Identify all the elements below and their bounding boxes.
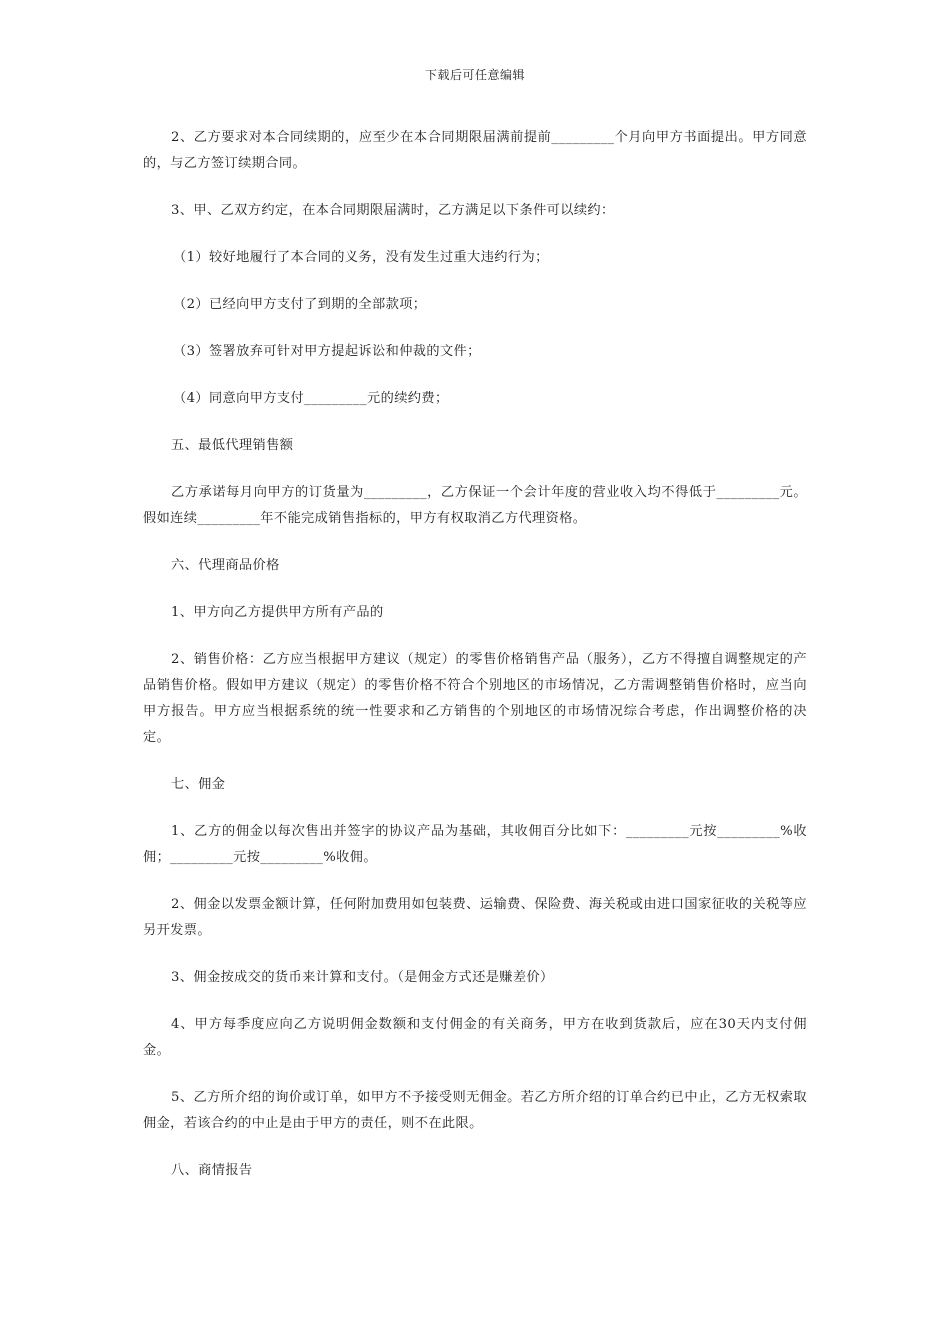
- section-heading-product-price: 六、代理商品价格: [171, 558, 280, 573]
- paragraph-commission-2: 2、佣金以发票金额计算，任何附加费用如包装费、运输费、保险费、海关税或由进口国家征收的关税等应另开发票。: [143, 897, 807, 938]
- paragraph-commission-1: 1、乙方的佣金以每次售出并签字的协议产品为基础，其收佣百分比如下：_________元按_________%收佣；_________元按_________%收佣。: [143, 824, 807, 865]
- paragraph-condition-1: （1）较好地履行了本合同的义务，没有发生过重大违约行为；: [173, 250, 549, 265]
- section-heading-commission: 七、佣金: [171, 777, 226, 792]
- paragraph-commission-5: 5、乙方所介绍的询价或订单，如甲方不予接受则无佣金。若乙方所介绍的订单合约已中止，乙方无权索取佣金，若该合约的中止是由于甲方的责任，则不在此限。: [143, 1090, 807, 1131]
- paragraph-condition-3: （3）签署放弃可针对甲方提起诉讼和仲裁的文件；: [173, 344, 481, 359]
- paragraph-price-1: 1、甲方向乙方提供甲方所有产品的: [171, 605, 384, 620]
- paragraph-price-2: 2、销售价格：乙方应当根据甲方建议（规定）的零售价格销售产品（服务），乙方不得擅自调整规定的产品销售价格。假如甲方建议（规定）的零售价格不符合个别地区的市场情况，乙方需调整销售价格时，应当向甲方报告。甲方应当根据系统的统一性要求和乙方销售的个别地区的市场情况综合考虑，作出调整价格的决定。: [143, 652, 807, 745]
- paragraph-renewal-notice: 2、乙方要求对本合同续期的，应至少在本合同期限届满前提前_________个月向甲方书面提出。甲方同意的，与乙方签订续期合同。: [143, 130, 807, 171]
- paragraph-commission-3: 3、佣金按成交的货币来计算和支付。（是佣金方式还是赚差价）: [171, 970, 554, 985]
- section-heading-minimum-sales: 五、最低代理销售额: [171, 438, 294, 453]
- paragraph-commission-4: 4、甲方每季度应向乙方说明佣金数额和支付佣金的有关商务，甲方在收到货款后，应在30天内支付佣金。: [143, 1017, 807, 1058]
- header-note: 下载后可任意编辑: [424, 68, 525, 82]
- paragraph-condition-2: （2）已经向甲方支付了到期的全部款项；: [173, 297, 427, 312]
- section-heading-business-report: 八、商情报告: [171, 1163, 253, 1178]
- paragraph-minimum-sales: 乙方承诺每月向甲方的订货量为_________，乙方保证一个会计年度的营业收入均不得低于_________元。假如连续_________年不能完成销售指标的，甲方有权取消乙方代理资格。: [143, 485, 807, 526]
- document-body: [143, 125, 807, 1205]
- paragraph-condition-4: （4）同意向甲方支付_________元的续约费；: [173, 391, 449, 406]
- paragraph-renewal-conditions: 3、甲、乙双方约定，在本合同期限届满时，乙方满足以下条件可以续约：: [171, 203, 615, 218]
